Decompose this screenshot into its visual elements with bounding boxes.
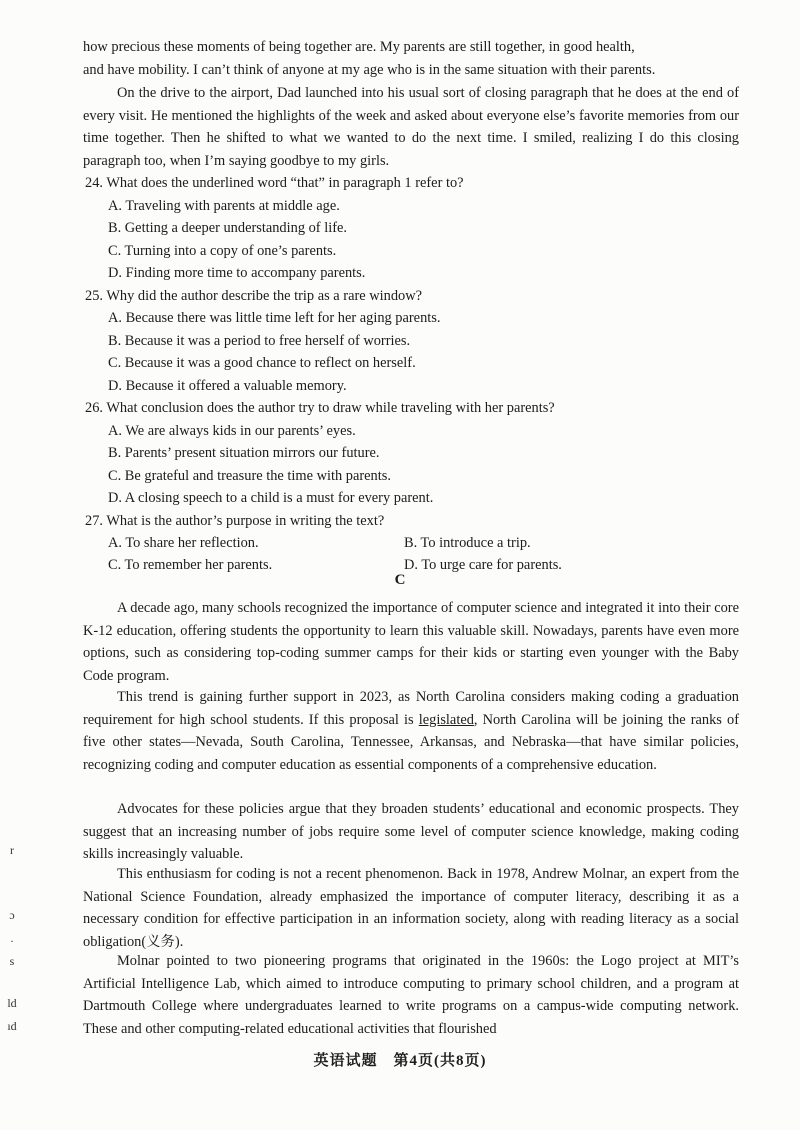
passage-c-paragraph-1: A decade ago, many schools recognized the importance of computer science and integrated it into their core K-12 education, offering students the opportunity to learn this valuable skill. Nowadays, parents have even more options, such as considering top-coding summer camps for their kids or starting even younger with the Baby Code program.	[83, 600, 739, 684]
margin-mark: s	[9, 954, 15, 968]
margin-mark: r	[10, 843, 14, 857]
passage-c-paragraph-3: Advocates for these policies argue that they broaden students’ educational and economic prospects. They suggest that an increasing number of jobs require some level of computer science knowledge, making coding skills increasingly valuable.	[83, 801, 739, 863]
passage-line: how precious these moments of being together are. My parents are still together, in good health,	[83, 39, 635, 55]
question-24-option-d: D. Finding more time to accompany parents.	[108, 265, 366, 281]
margin-mark: ld	[7, 996, 17, 1010]
question-27-stem: 27. What is the author’s purpose in writing the text?	[85, 513, 385, 529]
question-24-stem: 24. What does the underlined word “that” in paragraph 1 refer to?	[85, 175, 464, 191]
question-27-option-c: C. To remember her parents.	[108, 557, 273, 573]
question-27-option-d: D. To urge care for parents.	[404, 557, 562, 573]
question-25-option-d: D. Because it offered a valuable memory.	[108, 378, 347, 394]
question-25-option-a: A. Because there was little time left for her aging parents.	[108, 310, 441, 326]
question-25-stem: 25. Why did the author describe the trip as a rare window?	[85, 288, 423, 304]
question-26-option-d: D. A closing speech to a child is a must for every parent.	[108, 490, 434, 506]
question-27-option-b: B. To introduce a trip.	[404, 535, 531, 551]
question-26-stem: 26. What conclusion does the author try to draw while traveling with her parents?	[85, 400, 555, 416]
passage-paragraph: On the drive to the airport, Dad launched into his usual sort of closing paragraph that he does at the end of every visit. He mentioned the highlights of the week and asked about everyone else’s favorite memories from our time together. Then he shifted to what we wanted to do the next time. I smiled, realizing I do this closing paragraph too, when I’m saying goodbye to my girls.	[83, 85, 739, 169]
paragraph-2-text-after: , North Carolina will be joining the ranks of five other states—Nevada, South Carolina, Tennessee, Arkansas, and Nebraska—that have similar policies, recognizing coding and computer education as essential components of a comprehensive education.	[83, 711, 739, 773]
question-27-option-a: A. To share her reflection.	[108, 535, 259, 551]
question-26-option-a: A. We are always kids in our parents’ eyes.	[108, 423, 356, 439]
margin-mark: .	[10, 931, 14, 945]
paragraph-2-text-before: This trend is gaining further support in 2023, as North Carolina considers making coding a graduation requirement for high school students. If this proposal is	[83, 689, 739, 728]
question-25-option-b: B. Because it was a period to free herself of worries.	[108, 333, 411, 349]
underlined-word-legislated: legislated	[418, 711, 474, 728]
question-26-option-b: B. Parents’ present situation mirrors our future.	[108, 445, 380, 461]
margin-mark: ɔ	[9, 908, 15, 922]
question-24-option-c: C. Turning into a copy of one’s parents.	[108, 243, 337, 259]
question-25-option-c: C. Because it was a good chance to reflect on herself.	[108, 355, 416, 371]
margin-mark: ıd	[7, 1019, 17, 1033]
passage-c-paragraph-4: This enthusiasm for coding is not a recent phenomenon. Back in 1978, Andrew Molnar, an expert from the National Science Foundation, already emphasized the importance of computer literacy, describing it as a necessary condition for effective participation in an information society, along with reading literacy as a social obligation(义务).	[83, 866, 739, 950]
section-c-heading: C	[394, 572, 406, 588]
question-26-option-c: C. Be grateful and treasure the time with parents.	[108, 468, 391, 484]
passage-c-paragraph-5: Molnar pointed to two pioneering programs that originated in the 1960s: the Logo project at MIT’s Artificial Intelligence Lab, which aimed to introduce computing to primary school children, and a program at Dartmouth College where undergraduates learned to write programs on a campus-wide computing network. These and other computing-related educational activities that flourished	[83, 953, 739, 1037]
page-footer: 英语试题 第4页(共8页)	[313, 1053, 487, 1069]
question-24-option-b: B. Getting a deeper understanding of life.	[108, 220, 347, 236]
passage-c-paragraph-2	[83, 686, 739, 776]
passage-line: and have mobility. I can’t think of anyone at my age who is in the same situation with their parents.	[83, 62, 656, 78]
question-24-option-a: A. Traveling with parents at middle age.	[108, 198, 340, 214]
